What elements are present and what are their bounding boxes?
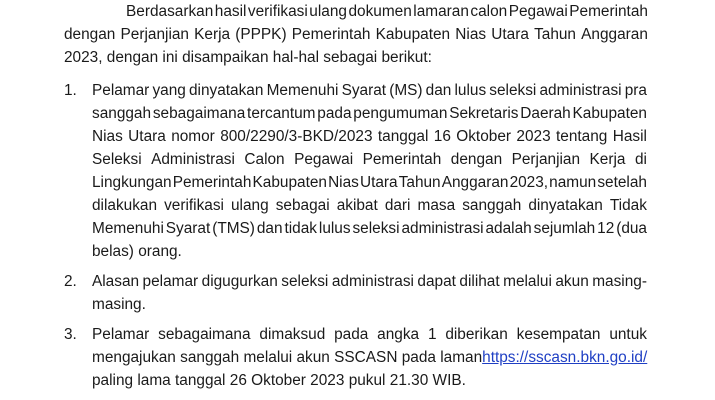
word: (PPPK) — [235, 26, 287, 43]
word: Pemerintah — [291, 26, 371, 43]
word: setelah — [597, 174, 647, 191]
item-1-line-5 — [92, 173, 647, 195]
word: akun — [555, 273, 589, 290]
word: Perjanjian — [120, 26, 189, 43]
word: 2023 — [516, 128, 551, 145]
word: 800/2290/3-BKD/2023 — [220, 128, 373, 145]
word: administrasi — [401, 220, 484, 237]
word: pra — [624, 82, 647, 99]
word: sanggah — [462, 197, 522, 214]
word: Nias — [92, 128, 123, 145]
word: untuk — [609, 326, 647, 343]
item-1-line-6 — [92, 196, 647, 218]
word: dan — [256, 220, 283, 237]
word: dimaksud — [259, 326, 326, 343]
word: sanggah — [92, 105, 152, 122]
word: Oktober — [456, 128, 512, 145]
word: Calon — [244, 151, 285, 168]
word: seleksi — [352, 220, 400, 237]
word: dengan — [64, 26, 116, 43]
word: lulus — [318, 220, 351, 237]
word: pengumuman — [353, 105, 448, 122]
word: Pemerintah — [172, 174, 252, 191]
word: Syarat — [165, 220, 211, 237]
list-number-2: 2. — [64, 273, 77, 290]
word: melalui — [503, 273, 552, 290]
word: Perjanjian — [511, 151, 581, 168]
word: Lingkungan — [92, 174, 172, 191]
word: Kabupaten — [252, 174, 327, 191]
word: dengan — [450, 151, 503, 168]
word: Utara — [128, 128, 166, 145]
word: seleksi — [281, 273, 329, 290]
word: Pegawai — [508, 3, 568, 20]
intro-line-2 — [64, 25, 648, 47]
item-3-line-3: paling lama tanggal 26 Oktober 2023 pukul 21.30 WIB. — [92, 372, 466, 389]
word: adalah — [485, 220, 532, 237]
word: ulang — [309, 3, 347, 20]
word: Memenuhi — [266, 82, 339, 99]
word: dinyatakan — [528, 197, 603, 214]
word: sebagai — [275, 197, 330, 214]
word: Pelamar — [92, 326, 150, 343]
word: Nias — [328, 174, 359, 191]
word: (TMS) — [212, 220, 255, 237]
word: Tahun — [398, 174, 441, 191]
word: lamaran — [413, 3, 469, 20]
word: masing- — [592, 273, 647, 290]
word: masa — [417, 197, 456, 214]
word: Pegawai — [294, 151, 354, 168]
word: tidak — [284, 220, 317, 237]
word: Kabupaten — [572, 105, 647, 122]
word: lulus — [454, 82, 487, 99]
word: dilakukan — [92, 197, 158, 214]
word: 12 — [597, 220, 615, 237]
word: digugurkan — [201, 273, 278, 290]
word: Anggaran — [581, 26, 648, 43]
word: Tahun — [534, 26, 576, 43]
word: (MS) — [389, 82, 423, 99]
word: pelamar — [142, 273, 199, 290]
word: diberikan — [445, 326, 508, 343]
word: ulang — [231, 197, 269, 214]
item-3-line-2 — [92, 348, 647, 370]
word: Anggaran — [441, 174, 509, 191]
word: Administrasi — [151, 151, 235, 168]
word: Seleksi — [92, 151, 142, 168]
word: Syarat — [341, 82, 387, 99]
word: di — [634, 151, 647, 168]
word: dari — [384, 197, 411, 214]
word: verifikasi — [164, 197, 224, 214]
word: hasil — [214, 3, 247, 20]
word: verifikasi — [247, 3, 308, 20]
word: namun — [549, 174, 597, 191]
word: Alasan — [92, 273, 140, 290]
item-2-line-1 — [92, 272, 647, 294]
word: administrasi — [539, 82, 622, 99]
word: Hasil — [612, 128, 647, 145]
word: (dua — [616, 220, 647, 237]
item-1-line-1 — [92, 81, 647, 103]
word: Pemerintah — [569, 3, 648, 20]
word: seleksi — [489, 82, 537, 99]
word: Nias — [455, 26, 487, 43]
word: Kerja — [194, 26, 231, 43]
item-1-line-2 — [92, 104, 647, 126]
item-1-line-4 — [92, 150, 647, 172]
word: dapat — [417, 273, 456, 290]
word: 2023, — [509, 174, 549, 191]
item-1-line-3 — [92, 127, 647, 149]
intro-line-1 — [126, 2, 648, 24]
list-number-3: 3. — [64, 326, 77, 343]
word: dokumen — [348, 3, 412, 20]
word: tercantum — [247, 105, 316, 122]
word: Memenuhi — [92, 220, 164, 237]
word: Pemerintah — [362, 151, 442, 168]
word: yang — [152, 82, 186, 99]
word: sebagaimana — [158, 326, 251, 343]
word: Berdasarkan — [126, 3, 214, 20]
item-2-line-2: masing. — [92, 296, 146, 313]
word: Kerja — [589, 151, 626, 168]
word: Pelamar — [92, 82, 150, 99]
word: Sekretaris — [449, 105, 519, 122]
word: sebagaimana — [152, 105, 246, 122]
item-1-line-8: belas) orang. — [92, 243, 182, 260]
word: Daerah — [520, 105, 571, 122]
sscasn-link[interactable]: https://sscasn.bkn.go.id/ — [482, 349, 648, 366]
word: akibat — [336, 197, 378, 214]
word: calon — [470, 3, 508, 20]
word: Utara — [359, 174, 398, 191]
item-3-line-2-text: mengajukan sanggah melalui akun SSCASN pada laman — [92, 349, 483, 366]
word: pada — [334, 326, 369, 343]
word: angka — [377, 326, 420, 343]
word: 1 — [427, 326, 437, 343]
word: Utara — [491, 26, 529, 43]
word: tanggal — [377, 128, 429, 145]
word: administrasi — [331, 273, 414, 290]
word: Tidak — [609, 197, 647, 214]
word: dinyatakan — [188, 82, 264, 99]
word: sejumlah — [533, 220, 596, 237]
item-1-line-7 — [92, 219, 647, 241]
word: tentang — [556, 128, 608, 145]
word: 16 — [433, 128, 451, 145]
word: kesempatan — [516, 326, 601, 343]
word: dan — [425, 82, 452, 99]
word: dilihat — [459, 273, 500, 290]
intro-line-3: 2023, dengan ini disampaikan hal-hal sebagai berikut: — [64, 49, 432, 66]
item-3-line-1 — [92, 325, 647, 347]
word: nomor — [171, 128, 215, 145]
word: Kabupaten — [375, 26, 451, 43]
word: pada — [317, 105, 352, 122]
list-number-1: 1. — [64, 82, 77, 99]
